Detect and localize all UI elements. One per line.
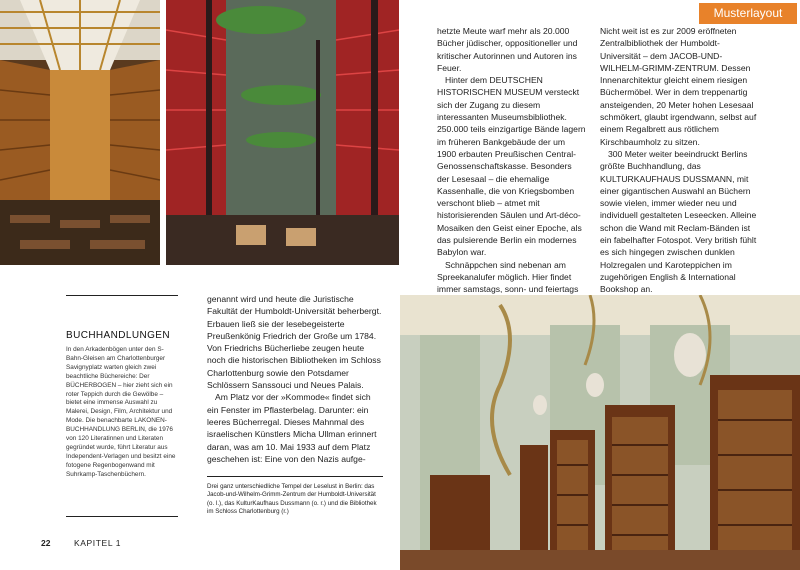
paragraph: Hinter dem DEUTSCHEN HISTORISCHEN MUSEUM versteckt sich der Zugang zu diesem interessanten Museumsbibliothek. 250.000 teils einzigartige Bände lagern im früheren Bankgebäude der um 1900 erbauten Preußischen Central-Genossenschaftskasse. Besonders der Lesesaal – die ehemalige Kassenhalle, die von Kriegsbomben verschont blieb – atmet mit historisierenden Säulen und Art-déco-Mosaiken den Geist einer Epoche, als das pulsierende Berlin ein modernes Babylon war. xyxy=(437,75,586,258)
library-reading-room-photo xyxy=(0,0,160,265)
paragraph: genannt wird und heute die Juristische Fakultät der Humboldt-Universität beherbergt. Erbauen ließ sie der lesebegeisterte Preußenkönig Friedrich der Große um 1784. Von Friedrichs Bücherliebe zeugen heute noch die historischen Bibliotheken im Schloss Charlottenburg sowie den Potsdamer Schlössern Sanssouci und Neues Palais. xyxy=(207,294,382,391)
page-number: 22 xyxy=(41,538,51,548)
photo-caption: Drei ganz unterschiedliche Tempel der Leselust in Berlin: das Jacob-und-Wilhelm-Grimm-Zentrum der Humboldt-Universität (o. l.), das KulturKaufhaus Dussmann (o. r.) und die Bibliothek im Schloss Charlottenburg (r.) xyxy=(207,483,377,516)
paragraph: 300 Meter weiter beeindruckt Berlins größte Buchhandlung, das KULTURKAUFHAUS DUSSMANN, mit einer gigantischen Auswahl an Büchern sowie vielen, immer wieder neu und individuell gestalteten Leseecken. Alleine schon die Wand mit Reclam-Bänden ist ein fabelhafter Fotospot. Very british fühlt es sich hingegen zwischen dunklen Holzregalen und Karoteppichen im zugehörigen English & International Bookshop an. xyxy=(600,148,757,295)
chapter-label: KAPITEL 1 xyxy=(74,538,122,548)
sidebar-bottom-rule xyxy=(66,516,178,517)
musterlayout-badge: Musterlayout xyxy=(699,3,797,24)
paragraph: hetzte Meute warf mehr als 20.000 Bücher jüdischer, oppositioneller und kritischer Autorinnen und Autoren ins Feuer. xyxy=(437,26,578,73)
bookstore-atrium-photo xyxy=(166,0,399,265)
sidebar-text: In den Arkadenbögen unter den S-Bahn-Gleisen am Charlottenburger Savignyplatz warten gleich zwei beachtliche Büchereiche: Der BÜCHERBOGEN – hier zieht sich ein roter Teppich durch die Gewölbe – bietet eine immense Auswahl zu Malerei, Design, Film, Architektur und Mode. Die benachbarte LAKONEN-BUCHHANDLUNG BERLIN, die 1976 von 120 Literatinnen und Literaten gegründet wurde, führt Literatur aus Independent-Verlagen und besitzt eine fotogene Regenbogenwand mit Suhrkamp-Taschenbüchern. xyxy=(66,346,176,478)
paragraph: Nicht weit ist es zur 2009 eröffneten Zentralbibliothek der Humboldt-Universität – dem JACOB-UND-WILHELM-GRIMM-ZENTRUM. Dessen Innenarchitektur gleicht einem riesigen Büchermöbel. Wer in dem treppenartig ansteigenden, 20 Meter hohen Lesesaal schmökert, glaubt irgendwann, selbst auf einem Regalbrett aus rötlichem Kirschbaumholz zu sitzen. xyxy=(600,26,757,147)
paragraph: Am Platz vor der »Kommode« findet sich ein Fenster im Pflasterbelag. Darunter: ein leeres Bücherregal. Dieses Mahnmal des israelischen Künstlers Micha Ullman erinnert daran, was am 10. Mai 1933 auf dem Platz geschehen ist: Eine von den Nazis aufge- xyxy=(207,392,377,464)
paragraph: Schnäppchen sind nebenan am Spreekanalufer möglich. Hier findet immer samstags, sonn- und feiertags xyxy=(437,259,579,295)
sidebar-heading: BUCHHANDLUNGEN xyxy=(66,330,170,341)
palace-library-photo xyxy=(400,295,800,570)
text-column-bottom xyxy=(207,293,383,465)
text-column-top-1 xyxy=(437,25,586,332)
sidebar-top-rule xyxy=(66,295,178,296)
text-column-top-2 xyxy=(600,25,758,296)
caption-rule xyxy=(207,476,383,477)
